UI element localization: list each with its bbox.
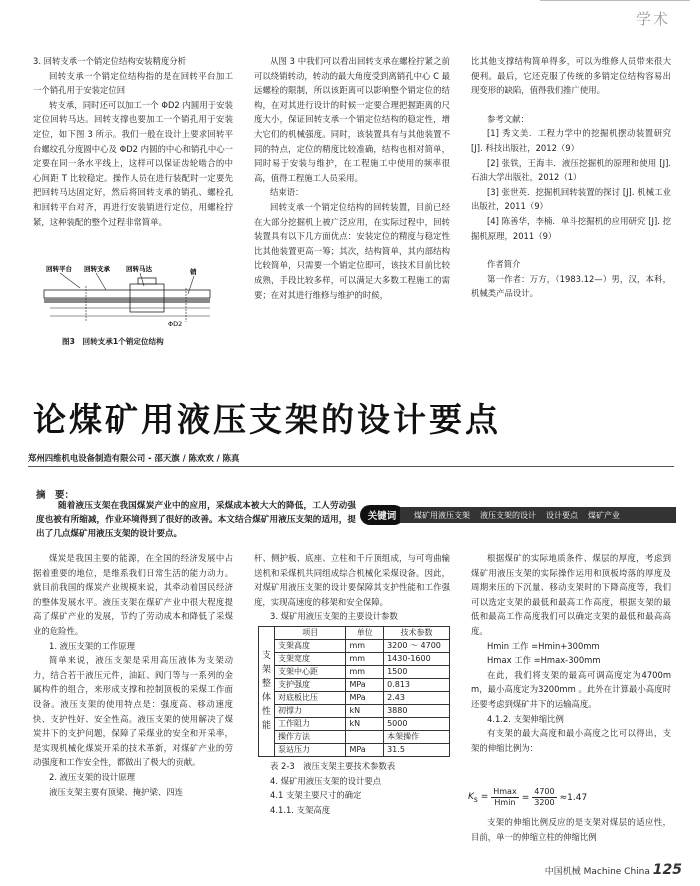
table-cell: 31.5 xyxy=(384,743,450,756)
subsection-heading: 4. 煤矿用液压支架的设计要点 xyxy=(270,775,382,786)
table-cell: 工作阻力 xyxy=(275,717,346,730)
formula-line: Hmax 工作 =Hmax-300mm xyxy=(487,655,601,666)
table-cell: mm xyxy=(346,665,384,678)
abstract-label: 摘 要： xyxy=(36,490,75,501)
paragraph: 液压支架主要有顶梁、掩护梁、四连 xyxy=(49,786,183,797)
formula-lhs-sub: s xyxy=(473,794,478,804)
table-cell: 3200 ～ 4700 xyxy=(384,639,450,652)
figure-label-bearing: 回转支承 xyxy=(84,265,110,273)
header-rule xyxy=(540,0,690,8)
page-number: 125 xyxy=(652,862,682,878)
figure-3 xyxy=(40,262,216,332)
table-cell: 3880 xyxy=(384,704,450,717)
table-cell: 2.43 xyxy=(384,691,450,704)
title-rule xyxy=(28,466,674,467)
table-cell: 本架操作 xyxy=(384,730,450,743)
bottom-mid-column xyxy=(254,551,450,817)
paragraph: 根据煤矿的实际地质条件、煤层的厚度，考虑到煤矿用液压支架的实际操作运用和顶板垮落的厚度及周期来压的下沉量、移动支架时的下降高度等，我们可以选定支架的最低和最高工作高度，根据支架的最低和最高工作高度我们可以确定支架的最低和最高高度。 xyxy=(471,553,671,636)
table-row xyxy=(259,743,450,756)
ratio-formula: $K_s$ = $\frac{Hmax}{Hmin}$ = $\frac{4700}{3200}$ ≈1.47 xyxy=(468,787,588,807)
page-footer xyxy=(545,862,682,878)
table-cell: 对底板比压 xyxy=(275,691,346,704)
conclusion-heading: 结束语： xyxy=(270,187,304,198)
paragraph: 煤炭是我国主要的能源，在全国的经济发展中占据着重要的地位，是维系我们日常生活的能力动力。就目前我国的煤炭产业规模来说，其牵动着国民经济的整体发展水平。液压支架在煤矿产业中很大程度提高了煤矿产业的发展，节约了劳动成本和降低了采煤业的危险性。 xyxy=(33,553,233,636)
table-cell xyxy=(346,730,384,743)
formula-num: Hmax xyxy=(493,787,517,796)
subsection-heading: 3. 回转支承一个销定位结构安装精度分析 xyxy=(33,56,187,66)
top-right-column xyxy=(471,54,671,301)
article-authors: 郑州四维机电设备制造有限公司 - 邵天旗 / 陈欢欢 / 陈真 xyxy=(28,453,240,463)
figure-label-pin: 销 xyxy=(190,268,197,276)
parameters-table xyxy=(258,626,450,757)
table-cell: 1430-1600 xyxy=(384,652,450,665)
table-cell: kN xyxy=(346,717,384,730)
formula-line: Hmin 工作 =Hmin+300mm xyxy=(487,640,600,651)
paragraph: 转支承，同时还可以加工一个 ΦD2 内圆用于安装定位回转马达。回转支撑也要加工一个销孔用于安装定位，如下图 3 所示。我们一般在设计上要求回转平台螺纹孔分度圆中心及 ΦD2 内圆的中心和销孔中心一定要在同一条水平线上，这样可以保证齿轮啮合的中心间距 T 比较稳定。操作人员在进行装配时一定要先把回转马达固定好，然后将回转支承的销孔、螺栓孔和回转平台对齐，再进行安装销进行定位，用螺栓拧紧，这种装配的整个过程非常简单。 xyxy=(33,99,233,227)
bottom-right-tail xyxy=(471,815,671,844)
article-title: 论煤矿用液压支架的设计要点 xyxy=(33,400,501,439)
table-cell: mm xyxy=(346,652,384,665)
table-row xyxy=(259,704,450,717)
figure-label-platform: 回转平台 xyxy=(46,265,72,273)
formula-result: ≈1.47 xyxy=(559,792,588,803)
reference-item: [3] 张世英．挖掘机回转装置的探讨 [J]. 机械工业出版社，2011（9） xyxy=(471,186,671,212)
reference-item: [1] 秀文美．工程力学中的挖掘机摆动装置研究 [J]. 科技出版社，2012（9） xyxy=(471,128,671,153)
table-cell: 支架高度 xyxy=(275,639,346,652)
paragraph: 支架的伸缩比例反应的是支架对煤层的适应性，目前，单一的伸缩立柱的伸缩比例 xyxy=(471,817,671,842)
references-heading: 参考文献： xyxy=(487,113,529,124)
table-row xyxy=(259,691,450,704)
table-cell: 支护强度 xyxy=(275,678,346,691)
table-header-cell: 单位 xyxy=(346,626,384,639)
table-caption: 表 2-3 液压支架主要技术参数表 xyxy=(270,760,396,771)
keyword: 液压支架的设计 xyxy=(480,510,536,520)
footer-text: 中国机械 Machine China xyxy=(544,867,650,877)
subsection-heading: 1. 液压支架的工作原理 xyxy=(49,640,136,651)
formula-num-val: 4700 xyxy=(534,787,555,796)
formula-den: Hmin xyxy=(494,798,516,807)
keyword: 煤矿产业 xyxy=(588,510,620,520)
subsection-heading: 3. 煤矿用液压支架的主要设计参数 xyxy=(270,611,398,622)
paragraph: 回转支承一个销定位结构指的是在回转平台加工一个销孔用于安装定位回 xyxy=(33,70,233,96)
keywords-bar xyxy=(400,507,676,523)
top-mid-column xyxy=(254,54,450,302)
formula-lhs: K xyxy=(468,791,474,802)
keyword: 设计要点 xyxy=(546,510,578,520)
table-row xyxy=(259,717,450,730)
subsection-heading: 4.1 支架主要尺寸的确定 xyxy=(270,790,362,801)
table-cell: MPa xyxy=(346,678,384,691)
figure-label-motor: 回转马达 xyxy=(126,265,152,273)
table-cell: 操作方法 xyxy=(275,730,346,743)
table-cell: 1500 xyxy=(384,665,450,678)
paragraph: 在此，我们将支架的最高可调高度定为4700mm，最小高度定为3200mm 。此外在计算最小高度时还要考虑到煤矿井下的运输高度。 xyxy=(471,669,671,709)
paragraph: 回转支承一个销定位结构的回转装置，目前已经在大部分挖掘机上被广泛应用，在实际过程中，回转装置具有以下几方面优点：安装定位的精度与稳定性比其他装置更高一筹；其次，结构简单，其内部结构比较简单，只需要一个销定位即可，该技术目前比较成熟，手段比较多样，可以满足大多数工程施工的需要；在对其进行维修与维护的时候， xyxy=(254,201,450,300)
author-bio: 第一作者：万方，（1983.12—）男，汉，本科，机械类产品设计。 xyxy=(471,273,671,299)
figure-caption: 图3 回转支承1个销定位结构 xyxy=(62,337,164,346)
table-cell: 5000 xyxy=(384,717,450,730)
paragraph: 杆、侧护板、底座、立柱和千斤顶组成，与可弯曲输送机和采煤机共同组成综合机械化采煤设备。因此，对煤矿用液压支架的设计要保障其支护性能和工作强度，实现高速度的移架和安全保障。 xyxy=(254,553,450,607)
paragraph: 有支架的最大高度和最小高度之比可以得出，支架的伸缩比例为： xyxy=(471,728,671,753)
table-row xyxy=(259,665,450,678)
subsection-heading: 4.1.1. 支架高度 xyxy=(270,804,331,815)
table-cell: 支架中心距 xyxy=(275,665,346,678)
table-header-cell: 项目 xyxy=(275,626,346,639)
table-cell: MPa xyxy=(346,691,384,704)
author-heading: 作者简介 xyxy=(487,259,521,270)
table-cell: 支架宽度 xyxy=(275,652,346,665)
table-cell: kN xyxy=(346,704,384,717)
reference-item: [4] 陈善华，李楠．单斗挖掘机的应用研究 [J]. 挖掘机原理，2011（9） xyxy=(471,215,671,241)
table-row xyxy=(259,652,450,665)
table-cell: 泵站压力 xyxy=(275,743,346,756)
section-label: 学术 xyxy=(635,10,670,28)
table-cell: mm xyxy=(346,639,384,652)
table-cell: MPa xyxy=(346,743,384,756)
paragraph: 从图 3 中我们可以看出回转支承在螺栓拧紧之前可以绕销转动，转动的最大角度受到离销孔中心 C 最远螺栓的限制，所以该距离可以影响整个销定位的结构，在对其进行设计的时候一定要合理把握距离的尺度大小，保证回转支承一个销定位结构的稳定性，增大它们的机械强度。同时，该装置具有与其他装置不同的特点，定位的精度比较准确，结构也相对简单，同时易于安装与维护，在工程施工中使用的频率很高，值得工程施工人员采用。 xyxy=(254,56,450,183)
formula-den-val: 3200 xyxy=(534,798,555,807)
table-row xyxy=(259,639,450,652)
subsection-heading: 4.1.2. 支架伸缩比例 xyxy=(487,713,564,724)
paragraph: 比其他支撑结构简单得多，可以为维修人员带来很大便利。最后，它还克服了传统的多销定位结构容易出现变形的缺陷，值得我们推广使用。 xyxy=(471,56,671,96)
table-header-cell: 技术参数 xyxy=(384,626,450,639)
figure-symbol-d2: ΦD2 xyxy=(168,320,183,328)
table-row xyxy=(259,678,450,691)
top-left-column xyxy=(33,54,233,229)
keyword: 煤矿用液压支架 xyxy=(414,510,470,520)
bottom-left-column xyxy=(33,551,233,799)
paragraph: 简单来说，液压支架是采用高压液体为支架动力，结合若干液压元件，油缸、阀门等与一系列的金属构件的组合，来形成支撑和控制顶板的采煤工作面设备。液压支架的使用特点是：强度高、移动速度快、支护性好、安全性高。液压支架的使用解决了煤炭井下的支护问题，保障了采煤业的安全和开采率，是实现机械化煤炭开采的技术革新，对煤矿产业的劳动强度和工作安全性，都做出了极大的贡献。 xyxy=(33,655,233,768)
table-side-label: 支 架 整 体 性 能 xyxy=(259,626,275,756)
bottom-right-column xyxy=(471,551,671,755)
table-row xyxy=(259,730,450,743)
abstract-text: 随着液压支架在我国煤炭产业中的应用，采煤成本被大大的降低，工人劳动强度也被有所缩减，作业环境得到了很好的改善。本文结合煤矿用液压支架的适用，提出了几点煤矿用液压支架的设计要点。 xyxy=(36,501,356,539)
table-cell: 0.813 xyxy=(384,678,450,691)
table-cell: 初撑力 xyxy=(275,704,346,717)
keywords-badge: 关键词 xyxy=(360,505,404,525)
reference-item: [2] 张铁，王海丰．液压挖掘机的原理和使用 [J]. 石油大学出版社，2012（1） xyxy=(471,157,671,183)
subsection-heading: 2. 液压支架的设计原理 xyxy=(49,771,136,782)
